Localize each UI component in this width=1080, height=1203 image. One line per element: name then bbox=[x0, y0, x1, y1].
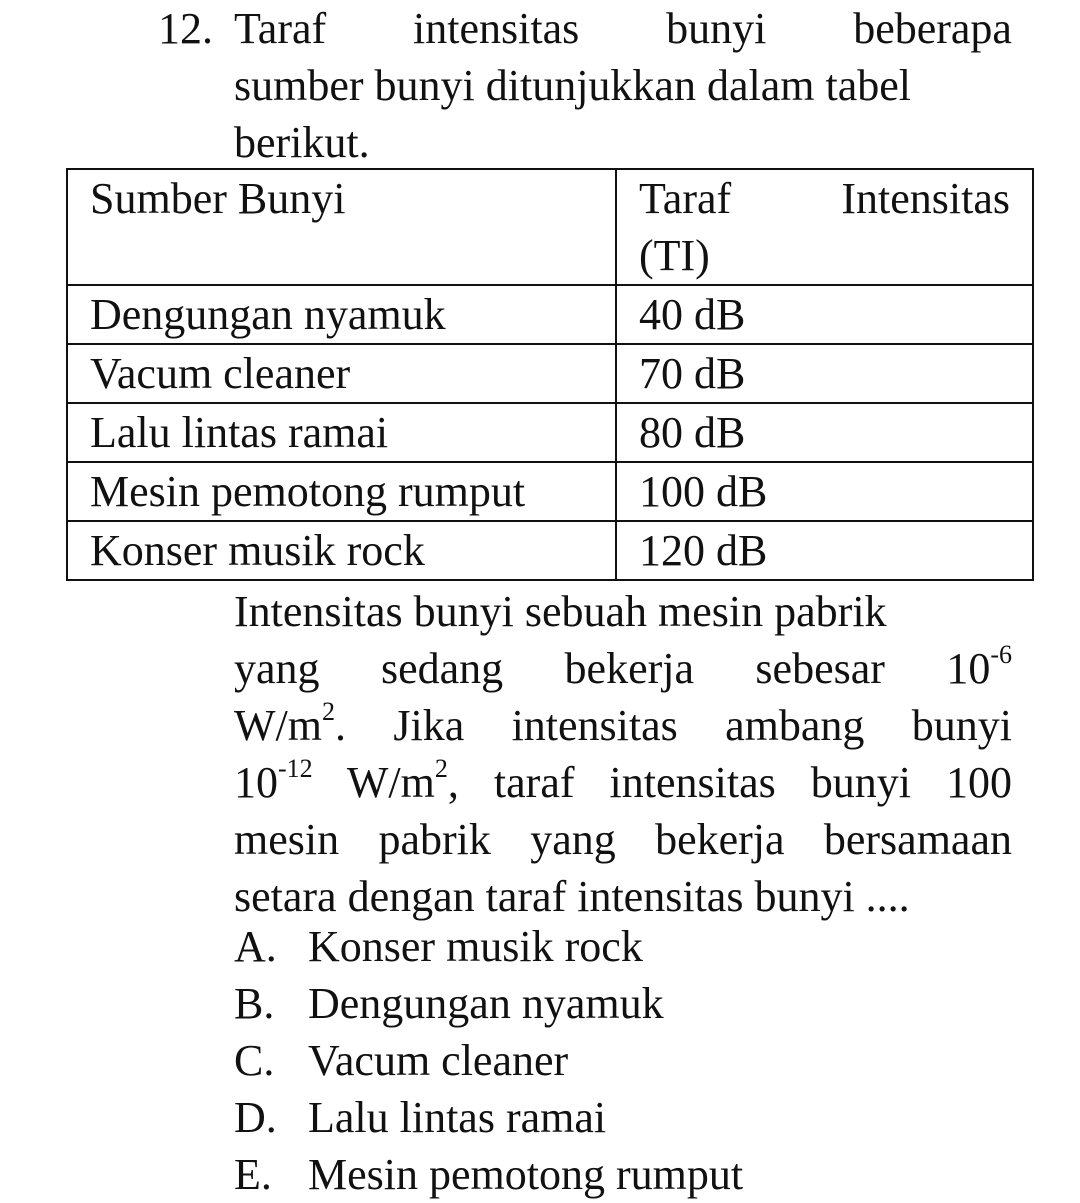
question-body bbox=[234, 583, 1012, 925]
body-text: . Jika intensitas ambang bunyi bbox=[334, 701, 1012, 750]
option-text: Vacum cleaner bbox=[308, 1036, 569, 1085]
body-text: , taraf intensitas bunyi 100 bbox=[447, 758, 1013, 807]
question-stem bbox=[234, 0, 1012, 171]
body-text: Intensitas bunyi sebuah mesin pabrik bbox=[234, 587, 887, 636]
exponent: -6 bbox=[990, 640, 1012, 670]
option-text: Dengungan nyamuk bbox=[308, 979, 664, 1028]
header-level bbox=[616, 169, 1033, 285]
stem-line-1 bbox=[234, 0, 1012, 57]
option-letter: D. bbox=[234, 1093, 277, 1142]
table-row bbox=[67, 344, 1033, 403]
cell-source: Vacum cleaner bbox=[67, 344, 616, 403]
body-text: yang sedang bekerja sebesar 10 bbox=[234, 644, 991, 693]
cell-source: Konser musik rock bbox=[67, 521, 616, 580]
option-c[interactable] bbox=[234, 1032, 1014, 1089]
cell-level: 100 dB bbox=[616, 462, 1033, 521]
exponent: -12 bbox=[278, 754, 313, 784]
table-header-row bbox=[67, 169, 1033, 285]
table-row bbox=[67, 285, 1033, 344]
header-source: Sumber Bunyi bbox=[67, 169, 616, 285]
header-level-abbr: (TI) bbox=[639, 231, 710, 280]
body-line-4 bbox=[234, 754, 1012, 811]
option-text: Lalu lintas ramai bbox=[308, 1093, 607, 1142]
unit: W/m bbox=[234, 701, 322, 750]
number: 10 bbox=[234, 758, 278, 807]
option-letter: E. bbox=[234, 1150, 272, 1199]
answer-options bbox=[234, 918, 1014, 1203]
cell-source: Dengungan nyamuk bbox=[67, 285, 616, 344]
body-line-1 bbox=[234, 583, 1012, 640]
body-line-5 bbox=[234, 811, 1012, 868]
cell-level: 80 dB bbox=[616, 403, 1033, 462]
option-text: Mesin pemotong rumput bbox=[308, 1150, 744, 1199]
option-letter: C. bbox=[234, 1036, 275, 1085]
table-row bbox=[67, 462, 1033, 521]
cell-source: Lalu lintas ramai bbox=[67, 403, 616, 462]
stem-word: beberapa bbox=[853, 4, 1012, 53]
body-line-6: setara dengan taraf intensitas bunyi .... bbox=[234, 872, 910, 921]
cell-level: 40 dB bbox=[616, 285, 1033, 344]
table-row bbox=[67, 403, 1033, 462]
sound-source-table bbox=[66, 168, 1034, 581]
option-b[interactable] bbox=[234, 975, 1014, 1032]
cell-level: 70 dB bbox=[616, 344, 1033, 403]
stem-line-2: sumber bunyi ditunjukkan dalam tabel bbox=[234, 61, 911, 110]
option-text: Konser musik rock bbox=[308, 922, 643, 971]
stem-line-3: berikut. bbox=[234, 118, 370, 167]
unit: W/m bbox=[312, 758, 435, 807]
cell-level: 120 dB bbox=[616, 521, 1033, 580]
body-line-3 bbox=[234, 697, 1012, 754]
stem-word: bunyi bbox=[666, 4, 767, 53]
body-line-2 bbox=[234, 640, 1012, 697]
header-level-word1: Taraf bbox=[639, 174, 732, 223]
stem-word: intensitas bbox=[413, 4, 580, 53]
option-d[interactable] bbox=[234, 1089, 1014, 1146]
body-text: mesin pabrik yang bekerja bersamaan bbox=[234, 815, 1012, 864]
question-number: 12. bbox=[158, 4, 213, 53]
table-row bbox=[67, 521, 1033, 580]
exponent: 2 bbox=[434, 754, 448, 784]
header-level-word2: Intensitas bbox=[841, 174, 1010, 223]
exponent: 2 bbox=[321, 697, 335, 727]
option-a[interactable] bbox=[234, 918, 1014, 975]
cell-source: Mesin pemotong rumput bbox=[67, 462, 616, 521]
option-letter: A. bbox=[234, 922, 277, 971]
stem-word: Taraf bbox=[234, 4, 327, 53]
option-e[interactable] bbox=[234, 1146, 1014, 1203]
option-letter: B. bbox=[234, 979, 275, 1028]
